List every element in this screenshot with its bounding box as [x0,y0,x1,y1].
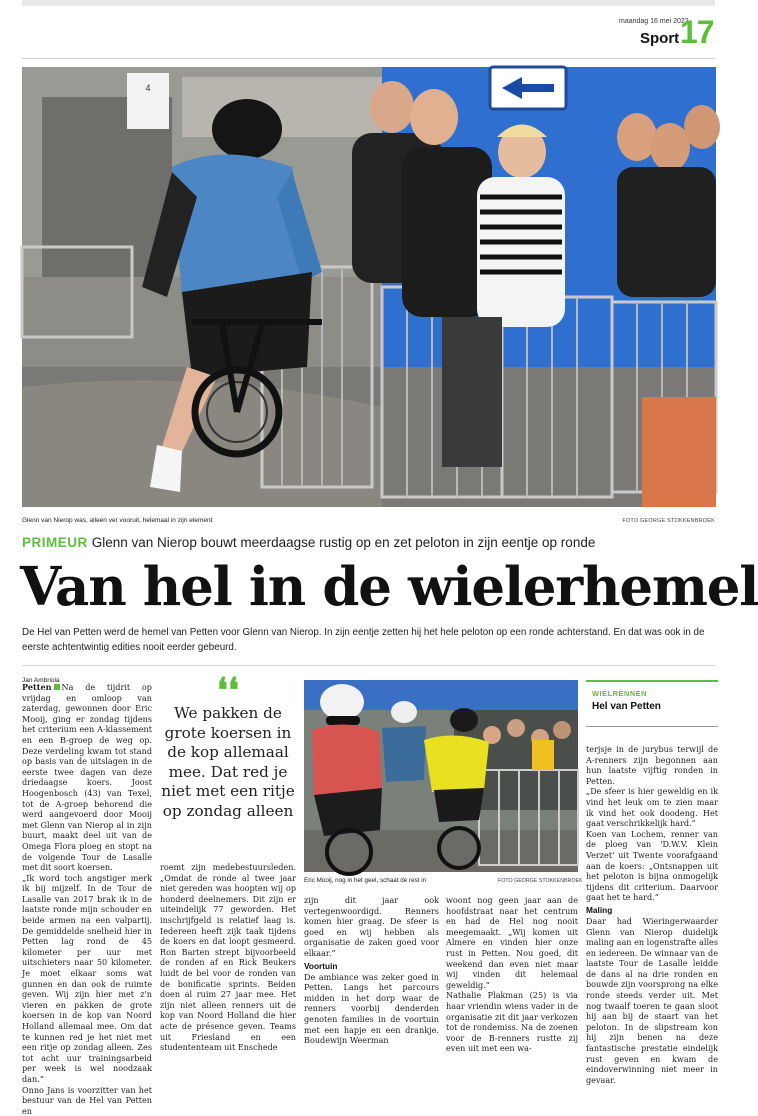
paragraph-text: Na de tijdrit op vrijdag en omloop van zaterdag, gewonnen door Eric Mooij, ging er zondag tijdens het criterium een A-klassement en een B-groep de weg op. Deze verdeling kwam tot stand op basis van de uitslagen in de eerste twee dagen van deze driedaagse koers. Joost Hoogenbosch (43) van Texel, tot de A-groep behorend die werd aangevoerd door Mooij met Glenn van Nierop al in zijn buurt, maakt deel uit van de Omega Flora ploeg en stopt na de volgende Tour de Lasalle met dit soort koersen. [22,682,152,873]
top-border [22,0,715,6]
paragraph: De ambiance was zeker goed in Petten. Langs het parcours midden in het dorp waar de renners voorbij denderden genoten families in de voortuin met een hapje en een drankje. Boudewijn Weerman [304,971,439,1046]
kicker [22,535,716,550]
page-number: 17 [680,14,714,50]
sidebar-divider [586,726,718,727]
dateline: Petten [22,682,52,692]
paragraph: Daar had Wieringerwaarder Glenn van Nierop duidelijk maling aan en logenstrafte alles en iedereen. De winnaar van de laatste Tour de Lasalle leidde de dans al na drie ronden en bouwde zijn voorsprong na elke ronde steeds verder uit. Met nog twaalf toeren te gaan sloot hij aan bij de staart van het peloton. In de slipstream kon hij zijn benen na deze fantastische prestatie eindelijk rust geven en kwam de eindoverwinning niet meer in gevaar. [586,915,718,1085]
column-2 [160,862,296,1053]
kicker-text: Glenn van Nierop bouwt meerdaagse rustig op en zet peloton in zijn eentje op ronde [91,535,596,550]
section-label: Sport [640,30,680,47]
headline: Van hel in de wielerhemel [20,556,758,618]
subhead-voortuin: Voortuin [304,960,338,971]
hero-credit: FOTO GEORGE STOKKENBROEK [622,518,715,524]
paragraph: roemt zijn medebestuursleden. „Omdat de ronde al twee jaar niet gereden was hoopten wij op honderd deelnemers. Dit zijn er uiteindelijk 77 geworden. Het inschrijfgeld is relatief laag is. Iedereen heeft zijk taak tijdens de koers en dat loopt gesmeerd. Ron Barten strept bijvoorbeeld de ronden af en Rick Beukers luidt de bel voor de ronden van de bonificatie sprints. Beiden doen al ruim 27 jaar mee. Het zijn niet alleen renners uit de kop van Noord Holland die hier acte de présence geven. Teams uit Friesland en een studententeam uit Enschede [160,862,296,1053]
hero-photo [22,67,716,507]
paragraph: „De sfeer is hier geweldig en ik vind het leuk om te zien maar ik vind het ook doodeng. Het gaat verschrikkelijk hard.” [586,786,718,829]
column-5 [586,744,718,1085]
sidebar-tag: WIELRENNEN [592,689,648,698]
paragraph: Koen van Lochem, renner van de ploeg van 'D.W.V. Klein Verzet' uit Twente voorafgaand aan de koers: „Ontsnappen uit het peloton is bijna onmogelijk tijdens dit criterium. Daarvoor gaat het te hard.” [586,828,718,903]
column-1 [22,682,152,1116]
pull-quote-text: We pakken de grote koersen in de kop allemaal mee. Dat red je niet met een ritje op zondag alleen [161,704,295,820]
paragraph: Nathalie Plakman (25) is via haar vriendin wiens vader in de organisatie zit dit jaar verkozen tot de rondemiss. Na de zoenen voor de B-renners rustte zij even uit met een wa- [446,990,578,1054]
svg-text:4: 4 [145,83,151,93]
paragraph [22,682,152,873]
sidebar-title: Hel van Petten [592,701,661,712]
sidebar-rule [586,680,718,682]
hero-caption: Glenn van Nierop was, alleen ver vooruit, helemaal in zijn element [22,517,213,524]
race-photo-credit: FOTO GEORGE STOKKENBROEK [498,878,583,884]
paragraph: terjsje in de jurybus terwijl de A-renners zijn begonnen aan hun laatste vijftig ronden in Petten. [586,744,718,786]
paragraph: woont nog geen jaar aan de hoofdstraat naar het centrum en had de Hel nog nooit meegemaakt. „Wij komen uit Almere en vinden hier onze rust in Petten. Nou goed, dit weekend dan even niet maar wij vinden dit helemaal geweldig.” [446,895,578,990]
issue-date: maandag 16 mei 2022 [619,18,689,25]
pull-quote [160,671,296,821]
column-3 [304,895,439,1046]
header-rule [22,58,715,59]
kicker-tag: PRIMEUR [22,535,88,550]
dateline-marker [54,684,60,690]
paragraph: Onno Jans is voorzitter van het bestuur van de Hel van Petten en [22,1084,152,1116]
author: Jan Ambriola [22,677,60,684]
paragraph: zijn dit jaar ook vertegenwoordigd. Renners komen hier graag. De sfeer is goed en wij hebben als organisatie de zaken goed voor elkaar.” [304,895,439,958]
intro: De Hel van Petten werd de hemel van Petten voor Glenn van Nierop. In zijn eentje zetten hij het hele peloton op een ronde achterstand. En dat was ook in de eerste achtentwintig edities nooit eerder gebeurd. [22,627,705,653]
race-photo-caption: Eric Mooij, nog in het geel, schaat de rest in [304,877,427,884]
column-4 [446,895,578,1054]
subhead-maling: Maling [586,904,613,915]
paragraph: „Ik word toch angstiger merk ik bij mijzelf. In de Tour de Lasalle van 2017 brak ik in de laatste ronde mijn schouder en beide armen na een valpartij. De gemiddelde snelheid hier in Petten lag rond de 45 kilometer per uur met uitschieters naar 50 kilometer. Je moet elkaar soms wat gunnen en dan ook de ruimte geven. Wij zijn hier met z'n vieren en pakken de grote koersen in de kop van Noord Holland allemaal mee. Om dat te kunnen red je het niet met een ritje op zondag alleen. Zes tot acht uur trainingsarbeid per week is wel noodzaak dan.” [22,872,152,1084]
quote-mark-icon: ❛❛ [217,671,239,711]
intro-rule [22,665,716,666]
race-photo [304,680,578,872]
